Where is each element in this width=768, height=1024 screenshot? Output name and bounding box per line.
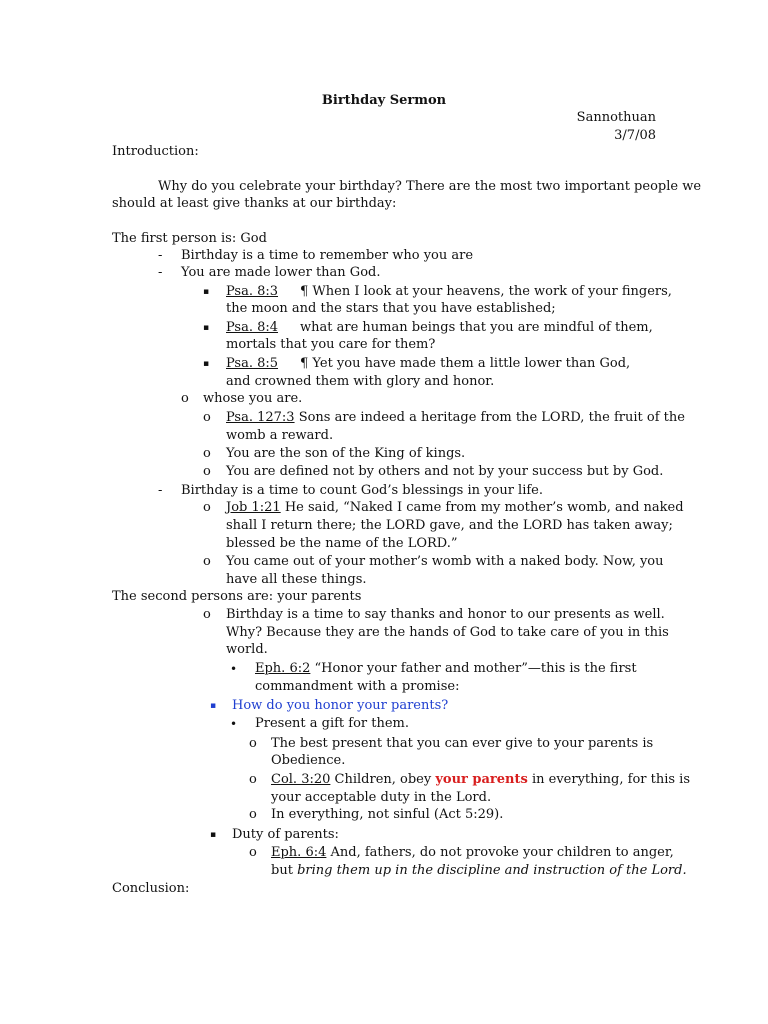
dash-marker: - — [158, 248, 163, 263]
first-person-heading: The first person is: God — [112, 231, 267, 246]
square-marker: ▪ — [203, 323, 210, 333]
dot-marker: • — [230, 662, 238, 676]
dash-marker: - — [158, 483, 163, 498]
emphasis-text: your parents — [435, 772, 528, 787]
scripture-reference: Job 1:21 — [226, 500, 281, 515]
verse-text-continued: mortals that you care for them? — [226, 337, 436, 352]
dot-marker: • — [230, 717, 238, 731]
conclusion-heading: Conclusion: — [112, 881, 190, 896]
list-item — [226, 409, 685, 427]
second-person-heading: The second persons are: your parents — [112, 589, 362, 604]
date: 3/7/08 — [614, 128, 656, 143]
list-item: Birthday is a time to say thanks and honor to our presents as well. — [226, 607, 665, 622]
intro-paragraph-line-1: Why do you celebrate your birthday? There are the most two important people we — [158, 179, 702, 194]
circle-marker: o — [249, 807, 257, 822]
how-to-honor-heading: How do you honor your parents? — [232, 698, 449, 713]
list-item — [271, 844, 674, 862]
circle-marker: o — [203, 500, 211, 515]
verse-text: He said, “Naked I came from my mother’s womb, and naked — [284, 500, 684, 515]
dash-marker: - — [158, 265, 163, 280]
circle-marker: o — [181, 391, 189, 406]
square-marker: ▪ — [203, 359, 210, 369]
verse-text: in everything, for this is — [531, 772, 691, 787]
list-item: Birthday is a time to count God’s blessings in your life. — [181, 483, 543, 498]
list-item: In everything, not sinful (Act 5:29). — [271, 807, 504, 822]
list-item: You are defined not by others and not by your success but by God. — [226, 464, 664, 479]
circle-marker: o — [203, 554, 211, 569]
list-item — [226, 355, 630, 373]
list-item: You came out of your mother’s womb with a naked body. Now, you — [226, 554, 664, 569]
verse-text-continued: commandment with a promise: — [255, 679, 460, 694]
square-marker: ▪ — [210, 701, 217, 711]
list-item-continued: world. — [226, 642, 268, 657]
verse-text: ¶ When I look at your heavens, the work of your fingers, — [300, 284, 672, 299]
author: Sannothuan — [576, 110, 656, 125]
verse-text-continued: womb a reward. — [226, 428, 334, 443]
verse-text: “Honor your father and mother”—this is the first — [314, 661, 637, 676]
verse-text-continued: the moon and the stars that you have established; — [226, 301, 556, 316]
circle-marker: o — [203, 464, 211, 479]
verse-text: Sons are indeed a heritage from the LORD, the fruit of the — [298, 410, 685, 425]
list-item: The best present that you can ever give to your parents is — [271, 736, 654, 751]
circle-marker: o — [203, 410, 211, 425]
verse-text: what are human beings that you are mindful of them, — [300, 320, 653, 335]
verse-text: ¶ Yet you have made them a little lower than God, — [300, 356, 631, 371]
verse-text-continued: shall I return there; the LORD gave, and the LORD has taken away; — [226, 518, 673, 533]
verse-text-continued: your acceptable duty in the Lord. — [271, 790, 492, 805]
circle-marker: o — [203, 446, 211, 461]
list-item — [226, 499, 684, 517]
list-item: whose you are. — [203, 391, 303, 406]
verse-text: And, fathers, do not provoke your children to anger, — [330, 845, 674, 860]
verse-text-continued — [271, 862, 687, 880]
scripture-reference: Psa. 8:5 — [226, 356, 279, 371]
list-item-continued: have all these things. — [226, 572, 367, 587]
intro-paragraph-line-2: should at least give thanks at our birthday: — [112, 196, 397, 211]
list-item: You are made lower than God. — [181, 265, 381, 280]
list-item — [271, 771, 690, 789]
list-item — [226, 319, 653, 337]
square-marker: ▪ — [210, 830, 217, 840]
list-item: Duty of parents: — [232, 827, 339, 842]
list-item — [226, 283, 672, 301]
circle-marker: o — [249, 772, 257, 787]
verse-text: Children, obey — [334, 772, 432, 787]
square-marker: ▪ — [203, 287, 210, 297]
circle-marker: o — [203, 607, 211, 622]
circle-marker: o — [249, 736, 257, 751]
list-item-continued: Obedience. — [271, 753, 346, 768]
introduction-heading: Introduction: — [112, 144, 199, 159]
scripture-reference: Eph. 6:4 — [271, 845, 327, 860]
scripture-reference: Col. 3:20 — [271, 772, 331, 787]
scripture-reference: Psa. 8:3 — [226, 284, 279, 299]
scripture-reference: Psa. 127:3 — [226, 410, 295, 425]
list-item: Present a gift for them. — [255, 716, 410, 731]
circle-marker: o — [249, 845, 257, 860]
verse-text: but — [271, 863, 293, 878]
list-item-continued: Why? Because they are the hands of God to take care of you in this — [226, 625, 669, 640]
list-item: You are the son of the King of kings. — [226, 446, 466, 461]
scripture-reference: Eph. 6:2 — [255, 661, 311, 676]
list-item — [255, 660, 637, 678]
document-title: Birthday Sermon — [321, 93, 447, 108]
list-item: Birthday is a time to remember who you are — [181, 248, 474, 263]
verse-text-continued: and crowned them with glory and honor. — [226, 374, 495, 389]
scripture-reference: Psa. 8:4 — [226, 320, 279, 335]
italic-verse-text: bring them up in the discipline and instruction of the Lord. — [297, 863, 687, 878]
verse-text-continued: blessed be the name of the LORD.” — [226, 536, 458, 551]
